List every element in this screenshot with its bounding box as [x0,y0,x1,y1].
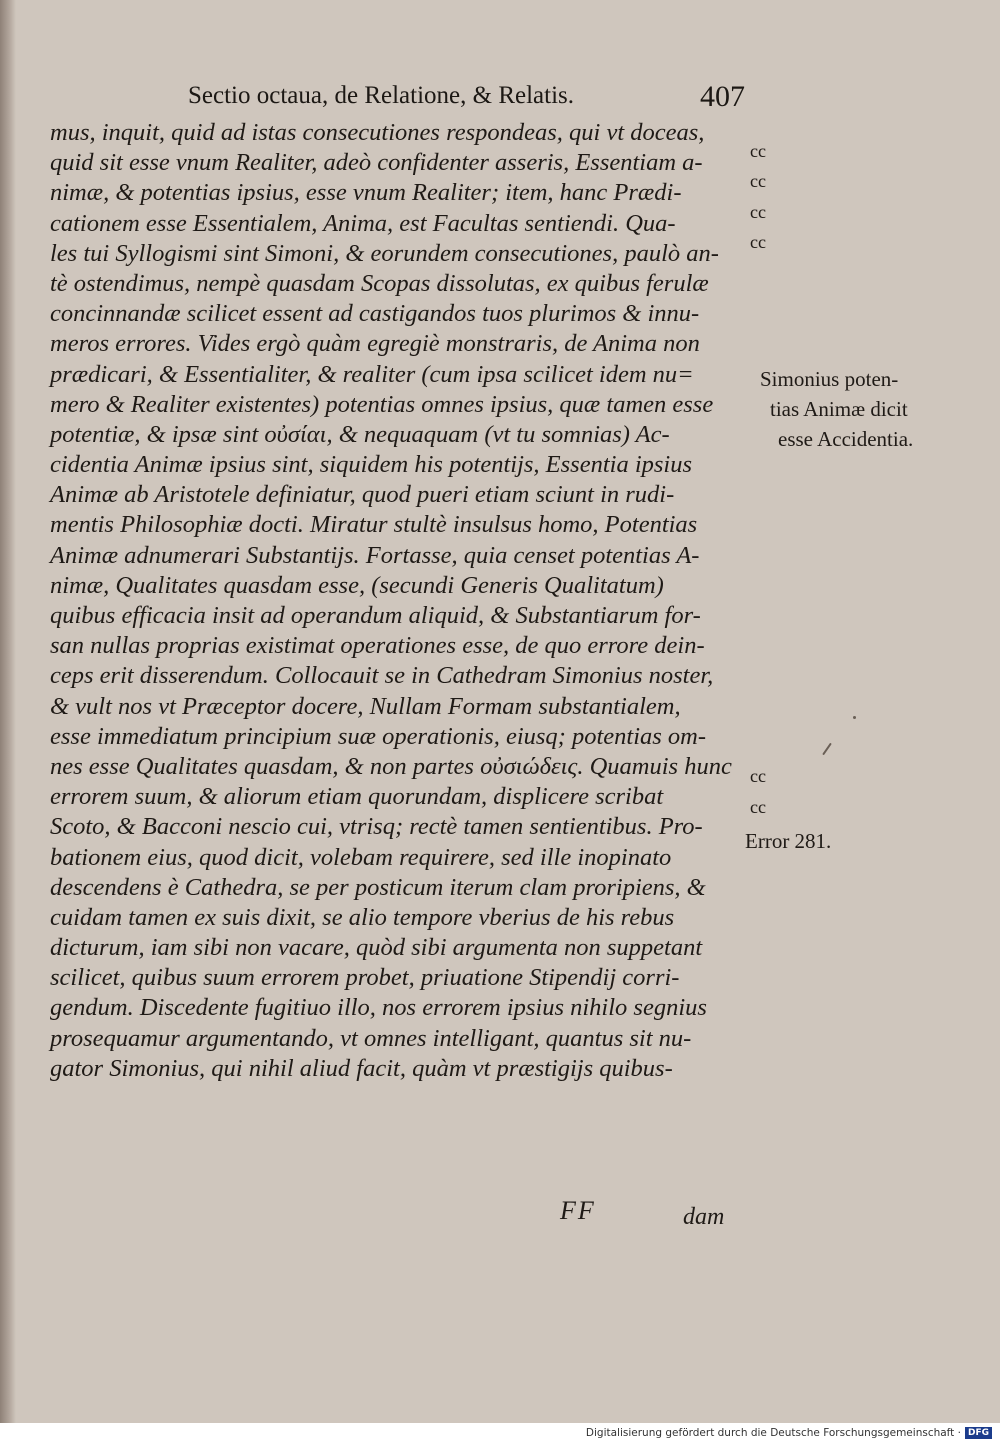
text-line: potentiæ, & ipsæ sint οὐσίαι, & nequaquam (vt tu somnias) Ac- [50,420,670,448]
text-line: Scoto, & Bacconi nescio cui, vtrisq; rectè tamen sentientibus. Pro- [50,813,703,841]
text-line: & vult nos vt Præceptor docere, Nullam Formam substantialem, [50,692,681,720]
footer-credit [586,1427,992,1439]
margin-note: Simonius poten- [760,367,899,391]
quote-mark: cc [750,232,766,252]
signature-mark: FF [560,1196,596,1225]
text-line: cuidam tamen ex suis dixit, se alio tempore vberius de his rebus [50,903,675,931]
quote-mark: cc [750,797,766,817]
text-line: ceps erit disserendum. Collocauit se in Cathedram Simonius noster, [50,662,714,690]
text-line: quid sit esse vnum Realiter, adeò confidenter asseris, Essentiam a- [50,149,703,177]
quote-mark: cc [750,141,766,161]
text-line: prædicari, & Essentialiter, & realiter (cum ipsa scilicet idem nu= [50,360,694,388]
running-head: Sectio octaua, de Relatione, & Relatis. [188,82,574,109]
margin-note: esse Accidentia. [778,427,914,451]
footer-credit-text: Digitalisierung gefördert durch die Deutsche Forschungsgemeinschaft · [585,1427,961,1439]
text-line: tè ostendimus, nempè quasdam Scopas dissolutas, ex quibus ferulæ [50,269,709,297]
page-binding-edge [0,0,16,1423]
text-line: meros errores. Vides ergò quàm egregiè monstraris, de Anima non [50,330,700,358]
paper-speck [853,716,856,719]
text-line: cationem esse Essentialem, Anima, est Facultas sentiendi. Qua- [50,209,676,237]
text-line: esse immediatum principium suæ operationis, eiusq; potentias om- [50,722,707,750]
paper-speck [822,743,832,756]
text-line: cidentia Animæ ipsius sint, siquidem his potentijs, Essentia ipsius [50,451,693,479]
text-line: nimæ, & potentias ipsius, esse vnum Realiter; item, hanc Prædi- [50,179,682,207]
text-line: concinnandæ scilicet essent ad castigandos tuos plurimos & innu- [50,300,700,328]
text-line: dicturum, iam sibi non vacare, quòd sibi argumenta non suppetant [50,934,703,962]
text-line: scilicet, quibus suum errorem probet, priuatione Stipendij corri- [50,964,680,992]
text-line: nes esse Qualitates quasdam, & non partes οὐσιώδεις. Quamuis hunc [50,752,732,780]
dfg-logo: DFG [965,1427,992,1439]
quote-mark: cc [750,202,766,222]
text-line: descendens è Cathedra, se per posticum iterum clam proripiens, & [50,873,706,901]
body-text [50,118,755,1084]
text-line: les tui Syllogismi sint Simoni, & eorundem consecutiones, paulò an- [50,239,719,267]
text-line: Animæ adnumerari Substantijs. Fortasse, quia censet potentias A- [50,541,700,569]
text-line: errorem suum, & aliorum etiam quorundam, displicere scribat [50,783,664,811]
text-line: san nullas proprias existimat operationes esse, de quo errore dein- [50,632,705,660]
text-line: nimæ, Qualitates quasdam esse, (secundi Generis Qualitatum) [50,571,664,599]
quote-mark: cc [750,171,766,191]
text-line: quibus efficacia insit ad operandum aliquid, & Substantiarum for- [50,602,701,629]
page-number: 407 [700,80,745,113]
text-line: Animæ ab Aristotele definiatur, quod pueri etiam sciunt in rudi- [50,481,675,509]
text-line: mentis Philosophiæ docti. Miratur stultè insulsus homo, Potentias [50,511,698,539]
text-line: gendum. Discedente fugitiuo illo, nos errorem ipsius nihilo segnius [50,994,707,1022]
margin-note: tias Animæ dicit [770,397,908,421]
text-line: prosequamur argumentando, vt omnes intelligant, quantus sit nu- [50,1024,692,1052]
text-line: mus, inquit, quid ad istas consecutiones respondeas, qui vt doceas, [50,119,705,146]
text-line: mero & Realiter existentes) potentias omnes ipsius, quæ tamen esse [50,390,714,418]
quote-mark: cc [750,766,766,786]
margin-note-error: Error 281. [745,829,832,853]
text-line: bationem eius, quod dicit, volebam requirere, sed ille inopinato [50,843,672,871]
text-line: gator Simonius, qui nihil aliud facit, quàm vt præstigijs quibus- [50,1054,673,1082]
catchword: dam [683,1204,725,1230]
